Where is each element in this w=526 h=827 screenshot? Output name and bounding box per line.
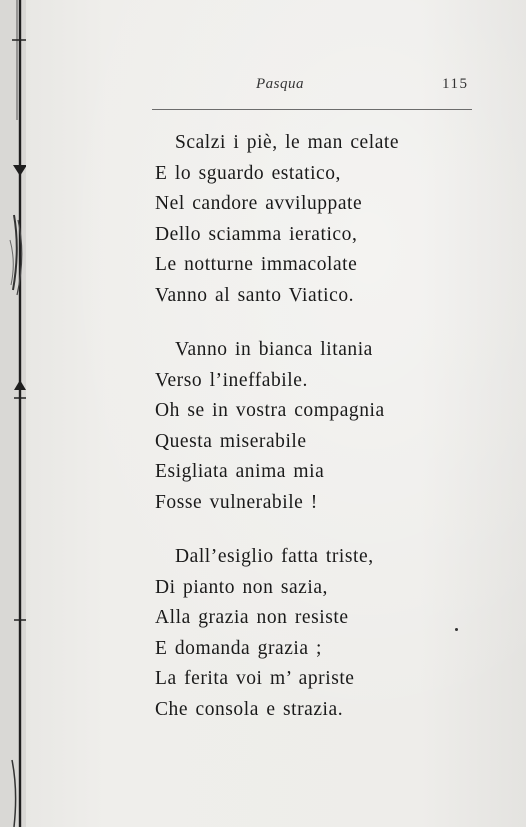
verse-line: E lo sguardo estatico, [155, 162, 341, 184]
verse-line: Di pianto non sazia, [155, 576, 328, 598]
running-title: Pasqua [256, 76, 304, 92]
stanza-2 [0, 335, 526, 518]
verse-line: Che consola e strazia. [155, 698, 344, 720]
verse-line: Le notturne immacolate [155, 254, 358, 275]
stanza-1 [0, 128, 526, 311]
poem [0, 128, 526, 749]
stanza-3 [0, 542, 526, 725]
verse-line: Dello sciamma ieratico, [155, 223, 358, 245]
verse-line: Verso l’ineffabile. [155, 369, 308, 391]
header-rule [152, 109, 472, 110]
ink-speck [455, 628, 458, 631]
verse-line: Dall’esiglio fatta triste, [175, 546, 374, 567]
verse-line: Oh se in vostra compagnia [155, 400, 385, 421]
page-number: 115 [442, 76, 469, 92]
verse-line: E domanda grazia ; [155, 637, 322, 659]
verse-line: Questa miserabile [155, 430, 307, 452]
verse-line: La ferita voi m’ apriste [155, 668, 355, 689]
running-header [0, 76, 526, 100]
verse-line: Esigliata anima mia [155, 461, 325, 482]
verse-line: Vanno al santo Viatico. [155, 284, 355, 306]
verse-line: Vanno in bianca litania [175, 339, 373, 360]
verse-line: Alla grazia non resiste [155, 607, 349, 628]
verse-line: Fosse vulnerabile ! [155, 491, 318, 513]
verse-line: Scalzi i piè, le man celate [175, 132, 400, 153]
verse-line: Nel candore avviluppate [155, 193, 363, 214]
